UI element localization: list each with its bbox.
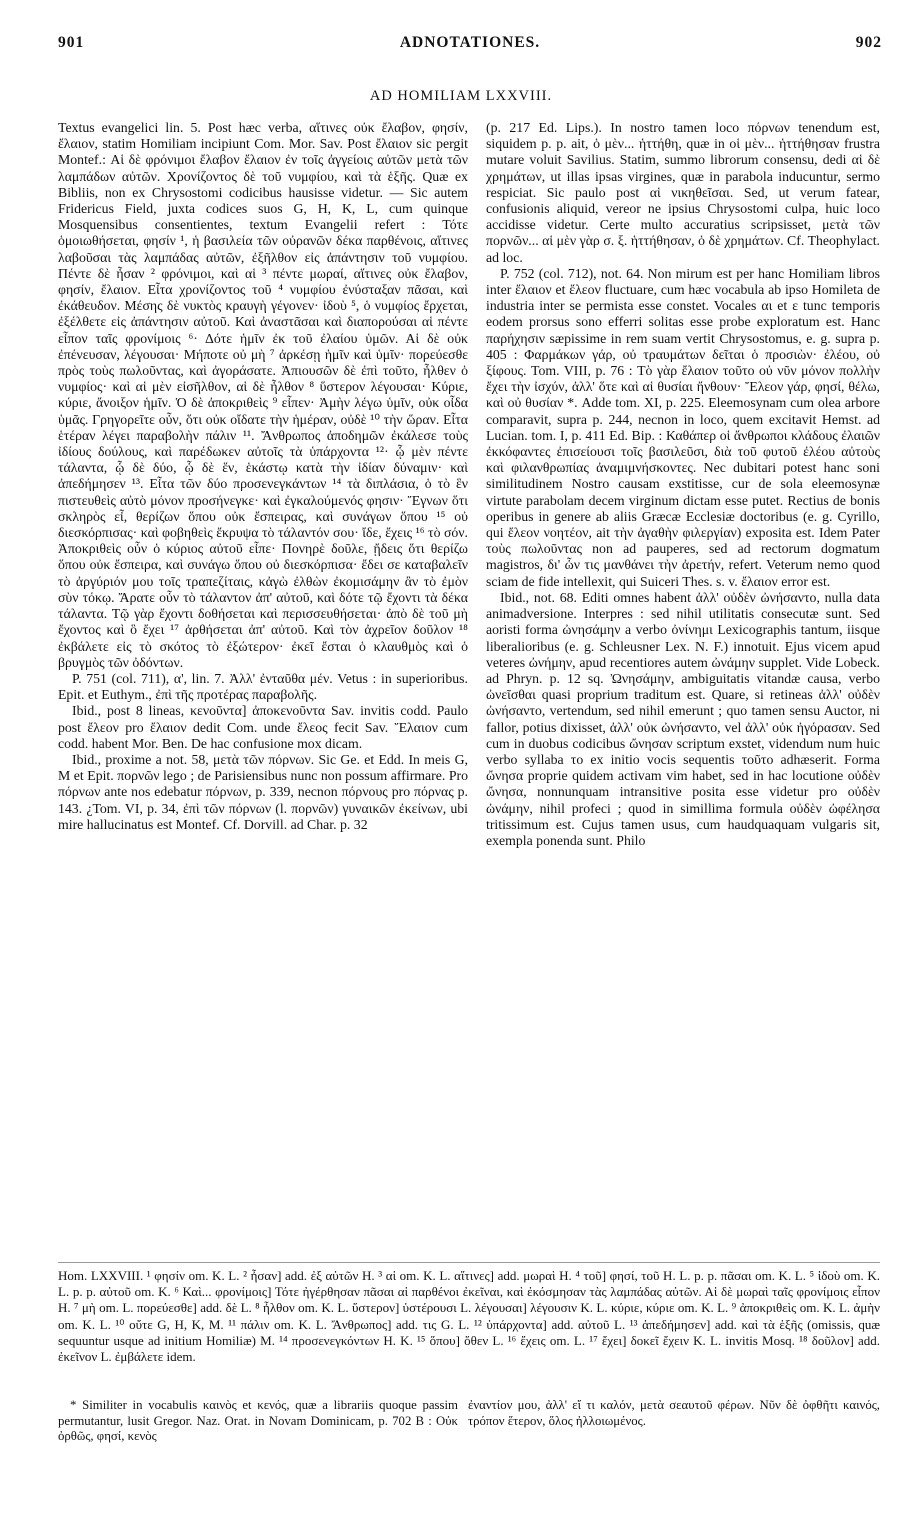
running-title: ADNOTATIONES.: [399, 34, 541, 51]
paragraph: (p. 217 Ed. Lips.). In nostro tamen loco πόρνων tenendum est, siquidem p. p. ait, ὁ μὲν... ἡττήθη, quæ in οἱ μὲν... ἡττήθησαν frustra mutare voluit Savilius. Statim, summo librorum consensu, dedi αἱ δὲ χρημάτων, ut illas ipsas virgines, quæ in parabola inducuntur, sermo respiciat. Sic paulo post αἱ νικηθεῖσαι. Sed, ut verum fatear, confusionis aliquid, vereor ne ipsius Chrysostomi culpa, huic loco accidisse videtur. Certe multo accuratius scripsisset, μετὰ τῶν πορνῶν... αἱ μὲν γὰρ σ. ξ. ἡττήθησαν, ὁ δὲ χρημάτων. Cf. Theophylact. ad loc.: [486, 120, 880, 265]
paragraph: Ibid., proxime a not. 58, μετὰ τῶν πόρνων. Sic Ge. et Edd. In meis G, M et Epit. πορνῶν lego ; de Parisiensibus nunc non possum affirmare. Pro πόρνων ante nos edebatur πόρνων, p. 339, necnon πόρνους pro πόρνας p. 143. ¿Tom. VI, p. 34, ἐπὶ τῶν πόρνων (l. πορνῶν) γυναικῶν ἐκείνων, ubi mire hallucinatus est Montef. Cf. Dorvill. ad Char. p. 32: [58, 751, 468, 832]
section-title: AD HOMILIAM LXXVIII.: [369, 88, 553, 104]
right-column: [486, 120, 880, 1260]
page-number-right: 902: [855, 34, 882, 51]
paragraph: Textus evangelici lin. 5. Post hæc verba, αἵτινες οὐκ ἔλαβον, φησίν, ἔλαιον, statim Homiliam incipiunt Com. Mor. Sav. Post ἔλαιον sic pergit Montef.: Αἱ δὲ φρόνιμοι ἔλαβον ἔλαιον ἐν τοῖς ἀγγείοις αὐτῶν μετὰ τῶν λαμπάδων αὐτῶν. Χρονίζοντος δὲ τοῦ νυμφίου, καὶ τὰ ἑξῆς. Quæ ex Bibliis, non ex Chrysostomi codicibus hausisse videtur. — Sic autem Fridericus Field, juxta codices suos G, H, K, L, cum quinque Mosquensibus consentientes, textum Evangelii refert : Τότε ὁμοιωθήσεται, φησίν ¹, ἡ βασιλεία τῶν οὐρανῶν δέκα παρθένοις, αἵτινες λαβοῦσαι τὰς λαμπάδας αὐτῶν, ἐξῆλθον εἰς ἀπάντησιν τοῦ νυμφίου. Πέντε δὲ ἦσαν ² φρόνιμοι, καὶ αἱ ³ πέντε μωραί, αἵτινες οὐκ ἔλαβον, φησίν, ἔλαιον. Εἶτα χρονίζοντος τοῦ ⁴ νυμφίου ἐνύσταξαν πᾶσαι, καὶ ἐκάθευδον. Μέσης δὲ νυκτὸς κραυγὴ γέγονεν· ἰδοὺ ⁵, ὁ νυμφίος ἔρχεται, ἐξέλθετε εἰς ἀπάντησιν αὐτοῦ. Καὶ ἀναστᾶσαι καὶ διαπορούσαι αἱ πέντε εἶπον ταῖς φρονίμοις ⁶· Δότε ἡμῖν ἐκ τοῦ ἐλαίου ὑμῶν. Αἱ δὲ οὐκ ἐπένευσαν, λέγουσαι· Μήποτε οὐ μὴ ⁷ ἀρκέσῃ ἡμῖν καὶ ὑμῖν· πορεύεσθε πρὸς τοὺς πωλοῦντας, καὶ ἀγοράσατε. Ἀπιουσῶν δὲ ἐπὶ τοῦτο, ἦλθεν ὁ νυμφίος· καὶ αἱ μὲν εἰσῆλθον, αἱ δὲ ἦλθον ⁸ ὕστερον λέγουσαι· Κύριε, κύριε, ἄνοιξον ἡμῖν. Ὁ δὲ ἀποκριθεὶς ⁹ εἶπεν· Ἀμὴν λέγω ὑμῖν, οὐκ οἶδα ὑμᾶς. Γρηγορεῖτε οὖν, ὅτι οὐκ οἴδατε τὴν ἡμέραν, οὐδὲ ¹⁰ τὴν ὥραν. Εἶτα ἑτέραν λέγει παραβολὴν πάλιν ¹¹. Ἄνθρωπος ἀποδημῶν ἐκάλεσε τοὺς ἰδίους δούλους, καὶ παρέδωκεν αὐτοῖς τὰ ὑπάρχοντα ¹²· ᾧ μὲν πέντε τάλαντα, ᾧ δὲ δύο, ᾧ δὲ ἕν, ἑκάστῳ κατὰ τὴν ἰδίαν δύναμιν· καὶ ἀπεδήμησεν ¹³. Εἶτα τῶν δύο προσενεγκάντων ¹⁴ τὰ διπλάσια, ὁ τὸ ἓν πιστευθεὶς αὐτὸ μόνον προσήνεγκε· καὶ ἐγκαλούμενός φησιν· Ἔγνων ὅτι σκληρὸς εἶ, θερίζων ὅπου οὐκ ἔσπειρας, καὶ συνάγων ὅπου ¹⁵ οὐ διεσκόρπισας· καὶ φοβηθεὶς ἔκρυψα τὸ τάλαντόν σου· ἴδε, ἔχεις ¹⁶ τὸ σόν. Ἀποκριθεὶς οὖν ὁ κύριος αὐτοῦ εἶπε· Πονηρὲ δοῦλε, ᾔδεις ὅτι θερίζω ὅπου οὐκ ἔσπειρα, καὶ συνάγω ὅπου οὐ διεσκόρπισα· ἔδει σε καταβαλεῖν τὸ ἀργύριόν μου τοῖς τραπεζίταις, κἀγὼ ἐλθὼν ἐκομισάμην ἂν τὸ ἐμὸν σὺν τόκῳ. Ἄρατε οὖν τὸ τάλαντον ἀπ' αὐτοῦ, καὶ δότε τῷ ἔχοντι τὰ δέκα τάλαντα. Τῷ γὰρ ἔχοντι δοθήσεται καὶ περισσευθήσεται· ἀπὸ δὲ τοῦ μὴ ἔχοντος καὶ ὃ ἔχει ¹⁷ ἀρθήσεται ἀπ' αὐτοῦ. Καὶ τὸν ἀχρεῖον δοῦλον ¹⁸ ἐκβάλετε εἰς τὸ σκότος τὸ ἐξώτερον· ἐκεῖ ἔσται ὁ κλαυθμὸς καὶ ὁ βρυγμὸς τῶν ὀδόντων.: [58, 120, 468, 670]
paragraph: Ibid., post 8 lineas, κενοῦντα] ἀποκενοῦντα Sav. invitis codd. Paulo post ἔλεον pro ἔλαιον dedit Com. unde ἔλεος fecit Sav. Ἔλαιον cum codd. habent Mor. Ben. De hac confusione mox dicam.: [58, 703, 468, 751]
running-header: [58, 34, 882, 56]
footnote-right: [468, 1398, 880, 1429]
apparatus-text: Hom. LXXVIII. ¹ φησίν om. K. L. ² ἦσαν] add. ἐξ αὐτῶν H. ³ αἱ om. K. L. αἵτινες] add. μωραὶ H. ⁴ τοῦ] φησί, τοῦ H. L. p. p. πᾶσαι om. K. L. ⁵ ἰδοὺ om. K. L. p. p. αὐτοῦ om. K. ⁶ Καὶ... φρονίμοις] Τότε ἠγέρθησαν πᾶσαι αἱ παρθένοι ἐκεῖναι, καὶ ἐκόσμησαν τὰς λαμπάδας αὐτῶν. Αἱ δὲ μωραὶ ταῖς φρονίμοις εἶπον H. ⁷ μὴ om. L. πορεύεσθε] add. δὲ L. ⁸ ἦλθον om. K. L. ὕστερον] ὑστέρουσι L. λέγουσαι] λέγουσιν K. L. κύριε, κύριε om. K. L. ⁹ ἀποκριθεὶς om. K. L. ἀμὴν om. K. L. ¹⁰ οὔτε G, H, K, M. ¹¹ πάλιν om. K. L. Ἄνθρωπος] add. τις G. L. ¹² ὑπάρχοντα] add. αὐτοῦ L. ¹³ ἀπεδήμησεν] add. καὶ τὰ ἑξῆς (omissis, quæ sequuntur usque ad initium Homiliæ) M. ¹⁴ προσενεγκόντων H. K. ¹⁵ ὅπου] ὅθεν L. ¹⁶ ἔχεις om. L. ¹⁷ ἔχει] δοκεῖ ἔχειν K. L. invitis Mosq. ¹⁸ δοῦλον] add. ἐκεῖνον L. ἐμβάλετε idem.: [58, 1268, 880, 1365]
footnote-text: * Similiter in vocabulis καινὸς et κενός, quæ a librariis quoque passim permutantur, lusit Gregor. Naz. Orat. in Novam Dominicam, p. 702 B : Οὐκ ὀρθῶς, φησί, κενὸς: [58, 1398, 458, 1444]
footnote-left: [58, 1398, 458, 1445]
footnote-text: ἐναντίον μου, ἀλλ' εἴ τι καλόν, μετὰ σεαυτοῦ φέρων. Νῦν δὲ ὀφθῆτι καινός, τρόπον ἕτερον, ὅλος ἠλλοιωμένος.: [468, 1398, 880, 1428]
paragraph: Ibid., not. 68. Editi omnes habent ἀλλ' οὐδὲν ὠνήσαντο, nulla data animadversione. Interpres : sed nihil utilitatis consecutæ sunt. Sed aoristi forma ὠνησάμην a verbo ὀνίνημι Lexicographis tantum, iisque liberalioribus (e. g. Schleusner Lex. N. F.) innotuit. Ejus vicem apud veteres ὠνήμην, apud recentiores autem ὠνάμην supplet. Vide Lobeck. ad Phryn. p. 12 sq. Ὠνησάμην, ambiguitatis vitandæ causa, verbo ὠνεῖσθαι quasi proprium traditum est. Quare, si retineas ἀλλ' οὐδὲν ὠνήσαντο, vertendum, sed nihil emerunt ; quo tamen sensu Auctor, ni fallor, potius dixisset, ἀλλ' οὐκ ὠνήσαντο, vel ἀλλ' οὐκ ἠγόρασαν. Sed cum in duobus codicibus ὤνησαν scriptum exstet, videndum num huic verbo syllaba το ex initio vocis sequentis τοῦτο adhæserit. Forma ὤνησα proprie quidem activam vim habet, sed in hac locutione οὐδὲν ὤνησα, nonnunquam intransitive posita esse videtur pro οὐδὲν ὠνάμην, nihil profeci ; quod in simillima formula οὐδὲν ὠφέλησα tritissimum est. Cujus tamen usus, cum haudquaquam vulgaris sit, exempla ponenda sunt. Philo: [486, 589, 880, 848]
critical-apparatus: [58, 1268, 880, 1365]
paragraph: P. 752 (col. 712), not. 64. Non mirum est per hanc Homiliam libros inter ἔλαιον et ἔλεον fluctuare, cum hæc vocabula ab ipso Homileta de industria inter se permista esse constet. Vocales αι et ε tunc temporis eodem prorsus sono efferri solitas esse probe exploratum est. Hanc παρήχησιν sæpissime in rem suam vertit Chrysostomus, e. g. supra p. 405 : Φαρμάκων γάρ, οὐ τραυμάτων δεῖται ὁ προσιὼν· ἐλέου, οὐ ξίφους. Tom. VIII, p. 76 : Τὸ γὰρ ἔλαιον τοῦτο οὐ νῦν μόνον πολλὴν ἔχει τὴν ἰσχύν, ἀλλ' ὅτε καὶ αἱ θυσίαι ἤνθουν· Ἔλεον γάρ, φησί, θέλω, καὶ οὐ θυσίαν *. Adde tom. XI, p. 225. Eleemosynam cum olea arbore comparavit, supra p. 244, necnon in loco, quem excitavit Hemst. ad Lucian. tom. I, p. 411 Ed. Bip. : Καθάπερ οἱ ἄνθρωποι κλάδους ἐλαιῶν ἐκκόφαντες ἐπισείουσι τοῖς βασιλεῦσι, διὰ τοῦ φυτοῦ ἐλέου αὐτοὺς καὶ φιλανθρωπίας ἀναμιμνήσκοντες. Nec dubitari potest hanc soni similitudinem Nostro causam exstitisse, cur de sola eleemosynæ virtute parabolam decem virginum dictam esse putet. Rectius de bonis operibus in genere ab aliis Græcæ Ecclesiæ doctoribus (e. g. Cyrillo, qui ἔλεον νοητέον, ait τὴν ἀγαθὴν φιλεργίαν) exposita est. Idem Pater τοὺς πωλοῦντας non ad pauperes, sed ad rectorum dogmatum magistros, δι' ὧν τις μανθάνει τὴν ἀρετήν, refert. Veterum nemo quod sciam de fide intellexit, qui Suiceri Thes. s. v. ἔλαιον error est.: [486, 265, 880, 589]
divider: [58, 1262, 880, 1263]
left-column: [58, 120, 468, 1260]
page-number-left: 901: [58, 34, 85, 51]
paragraph: P. 751 (col. 711), α', lin. 7. Ἀλλ' ἐνταῦθα μέν. Vetus : in superioribus. Epit. et Euthym., ἐπὶ τῆς προτέρας παραβολῆς.: [58, 670, 468, 703]
